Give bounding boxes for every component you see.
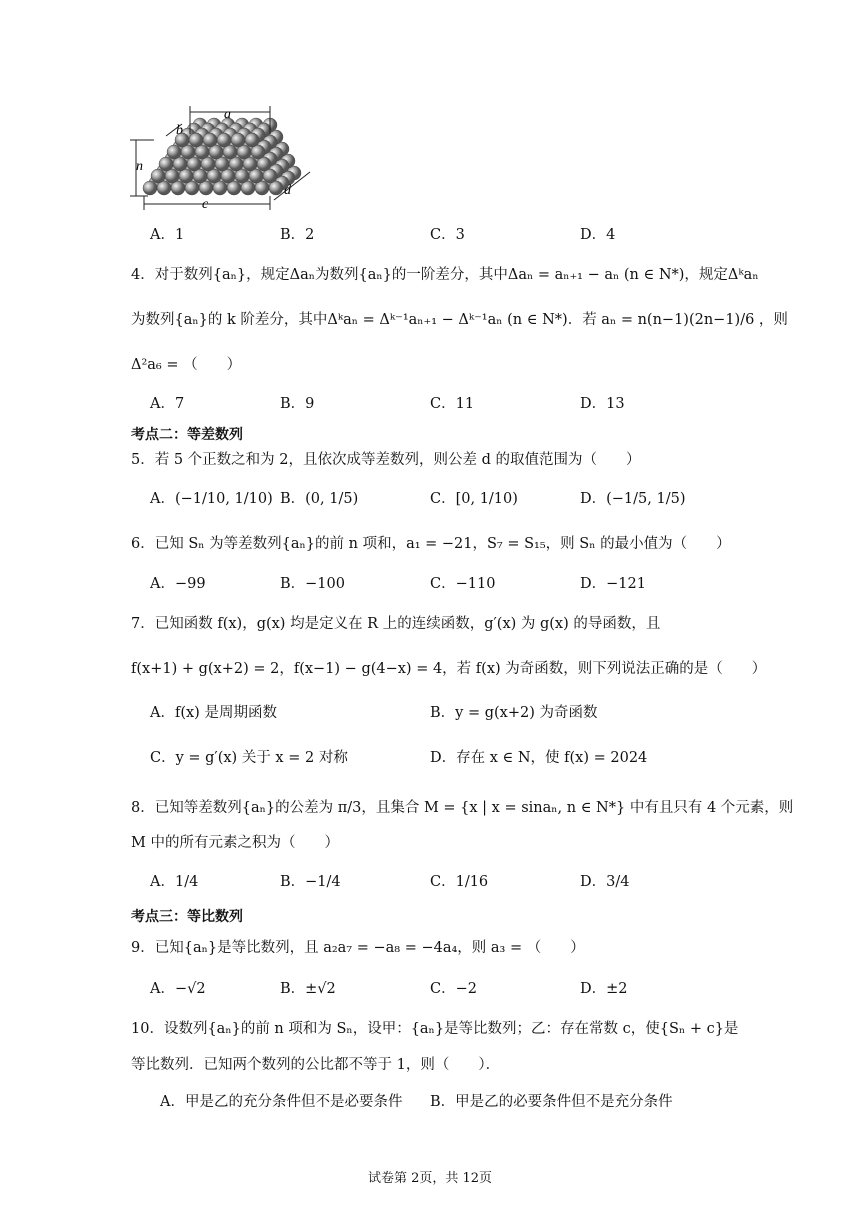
- q3-option-d: D．4: [580, 227, 616, 243]
- q3-option-a: A．1: [150, 227, 185, 243]
- sphere: [159, 157, 173, 171]
- q4-line-1: 4．对于数列{aₙ}，规定Δaₙ为数列{aₙ}的一阶差分，其中Δaₙ = aₙ₊₁ − aₙ (n ∈ N*)，规定Δᵏaₙ: [131, 267, 759, 283]
- section-heading-arithmetic: 考点二：等差数列: [131, 427, 243, 443]
- sphere: [203, 133, 217, 147]
- q7-line-1: 7．已知函数 f(x)，g(x) 均是定义在 R 上的连续函数，g′(x) 为 g(x) 的导函数，且: [131, 616, 661, 632]
- q5-option-b: B．(0, 1/5): [280, 491, 359, 507]
- figure-label-d: d: [284, 183, 291, 198]
- q6-option-b: B．−100: [280, 576, 345, 592]
- figure-label-n: n: [136, 159, 143, 174]
- sphere: [217, 133, 231, 147]
- sphere: [189, 133, 203, 147]
- sphere: [245, 133, 259, 147]
- q8-line-2: M 中的所有元素之积为（ ）: [131, 835, 339, 851]
- q8-option-b: B．−1/4: [280, 874, 341, 890]
- q5-option-a: A．(−1/10, 1/10): [150, 491, 273, 507]
- sphere: [143, 181, 157, 195]
- q8-option-a: A．1/4: [150, 874, 199, 890]
- page-footer: 试卷第 2页，共 12页: [367, 1171, 493, 1186]
- q5-option-c: C．[0, 1/10): [430, 491, 518, 507]
- figure-label-a: a: [224, 107, 231, 122]
- q4-line-3: Δ²a₆ = （ ）: [131, 357, 242, 373]
- q5-line-1: 5．若 5 个正数之和为 2，且依次成等差数列，则公差 d 的取值范围为（ ）: [131, 452, 641, 468]
- q10-line-1: 10．设数列{aₙ}的前 n 项和为 Sₙ，设甲：{aₙ}是等比数列；乙：存在常数 c，使{Sₙ + c}是: [131, 1021, 739, 1037]
- q7-option-c: C．y = g′(x) 关于 x = 2 对称: [150, 750, 348, 766]
- q9-option-c: C．−2: [430, 981, 477, 997]
- stacked-spheres-figure: [128, 104, 328, 214]
- q7-option-b: B．y = g(x+2) 为奇函数: [430, 705, 598, 721]
- section-heading-geometric: 考点三：等比数列: [131, 909, 243, 925]
- q9-option-b: B．±√2: [280, 981, 336, 997]
- q8-option-c: C．1/16: [430, 874, 489, 890]
- q4-option-a: A．7: [150, 396, 185, 412]
- q6-option-d: D．−121: [580, 576, 646, 592]
- figure-label-c: c: [202, 197, 209, 212]
- q9-option-d: D．±2: [580, 981, 628, 997]
- q7-option-a: A．f(x) 是周期函数: [150, 705, 277, 721]
- q6-option-c: C．−110: [430, 576, 496, 592]
- q7-option-d: D．存在 x ∈ N，使 f(x) = 2024: [430, 750, 648, 766]
- q3-option-b: B．2: [280, 227, 315, 243]
- q9-line-1: 9．已知{aₙ}是等比数列，且 a₂a₇ = −a₈ = −4a₄，则 a₃ = （ ）: [131, 940, 585, 956]
- q7-line-2: f(x+1) + g(x+2) = 2，f(x−1) − g(4−x) = 4，若 f(x) 为奇函数，则下列说法正确的是（ ）: [131, 661, 767, 677]
- q6-line-1: 6．已知 Sₙ 为等差数列{aₙ}的前 n 项和，a₁ = −21，S₇ = S₁₅，则 Sₙ 的最小值为（ ）: [131, 536, 731, 552]
- q10-line-2: 等比数列．已知两个数列的公比都不等于 1，则（ ）．: [131, 1057, 501, 1073]
- q8-line-1: 8．已知等差数列{aₙ}的公差为 π/3，且集合 M = {x | x = sinaₙ, n ∈ N*} 中有且只有 4 个元素，则: [131, 800, 794, 816]
- q10-option-a: A．甲是乙的充分条件但不是必要条件: [160, 1094, 403, 1110]
- q4-option-b: B．9: [280, 396, 315, 412]
- q5-option-d: D．(−1/5, 1/5): [580, 491, 686, 507]
- q10-option-b: B．甲是乙的必要条件但不是充分条件: [430, 1094, 673, 1110]
- q4-line-2: 为数列{aₙ}的 k 阶差分，其中Δᵏaₙ = Δᵏ⁻¹aₙ₊₁ − Δᵏ⁻¹aₙ (n ∈ N*)．若 aₙ = n(n−1)(2n−1)/6 ，则: [131, 312, 788, 328]
- q4-option-d: D．13: [580, 396, 625, 412]
- q3-option-c: C．3: [430, 227, 465, 243]
- sphere: [231, 133, 245, 147]
- q6-option-a: A．−99: [150, 576, 206, 592]
- q8-option-d: D．3/4: [580, 874, 630, 890]
- q9-option-a: A．−√2: [150, 981, 206, 997]
- sphere: [167, 145, 181, 159]
- figure-label-b: b: [176, 123, 183, 138]
- sphere: [151, 169, 165, 183]
- q4-option-c: C．11: [430, 396, 475, 412]
